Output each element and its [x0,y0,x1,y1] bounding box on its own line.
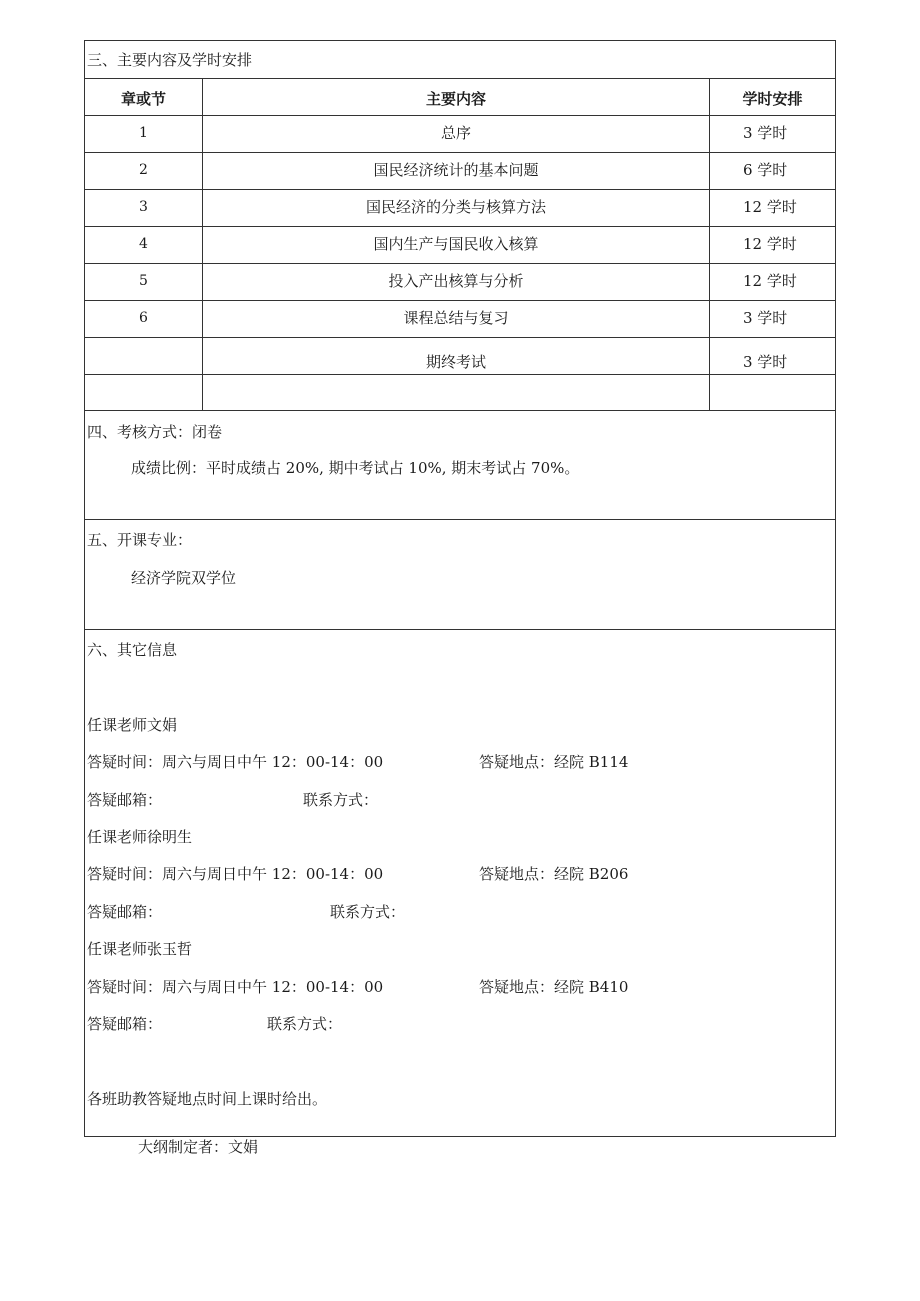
qa-email-label: 答疑邮箱： [87,903,163,921]
table-column-rule [709,78,710,410]
row-content: 投入产出核算与分析 [388,272,524,290]
teacher-name: 任课老师张玉哲 [87,940,193,958]
table-rule [85,337,835,338]
ta-note: 各班助教答疑地点时间上课时给出。 [87,1090,328,1108]
row-content: 国内生产与国民收入核算 [373,235,539,253]
table-rule [85,115,835,116]
row-chapter: 3 [139,199,148,215]
row-chapter: 6 [139,310,148,326]
qa-time: 答疑时间：周六与周日中午 12：00-14：00 [87,865,384,883]
row-hours: 12 学时 [743,272,797,290]
qa-place: 答疑地点：经院 B206 [479,865,629,883]
teacher-name: 任课老师文娟 [87,716,178,734]
row-content: 期终考试 [425,353,486,371]
row-content: 课程总结与复习 [403,309,509,327]
table-rule [85,78,835,79]
contact-label: 联系方式： [330,903,406,921]
syllabus-frame [84,40,836,1137]
header-hours: 学时安排 [742,90,803,108]
section-divider [85,519,835,520]
table-rule [85,189,835,190]
row-content: 国民经济统计的基本问题 [373,161,539,179]
row-hours: 3 学时 [743,124,788,142]
table-rule [85,226,835,227]
table-rule [85,374,835,375]
table-rule [85,263,835,264]
section5-title: 五、开课专业： [87,531,193,549]
table-rule [85,410,835,411]
contact-label: 联系方式： [303,791,379,809]
section3-title: 三、主要内容及学时安排 [87,51,253,69]
qa-place: 答疑地点：经院 B410 [479,978,629,996]
table-rule [85,300,835,301]
section4-title: 四、考核方式：闭卷 [87,423,223,441]
row-content: 国民经济的分类与核算方法 [365,198,546,216]
row-hours: 3 学时 [743,309,788,327]
qa-time: 答疑时间：周六与周日中午 12：00-14：00 [87,753,384,771]
qa-email-label: 答疑邮箱： [87,1015,163,1033]
table-rule [85,152,835,153]
qa-email-label: 答疑邮箱： [87,791,163,809]
major-name: 经济学院双学位 [131,569,237,587]
qa-time: 答疑时间：周六与周日中午 12：00-14：00 [87,978,384,996]
row-hours: 12 学时 [743,235,797,253]
row-chapter: 2 [139,162,148,178]
row-content: 总序 [440,124,471,142]
section-divider [85,629,835,630]
row-hours: 3 学时 [743,353,788,371]
row-hours: 6 学时 [743,161,788,179]
contact-label: 联系方式： [267,1015,343,1033]
row-chapter: 1 [139,125,148,141]
syllabus-author: 大纲制定者：文娟 [138,1138,259,1156]
qa-place: 答疑地点：经院 B114 [479,753,629,771]
section6-title: 六、其它信息 [87,641,178,659]
grading-ratio: 成绩比例：平时成绩占 20%, 期中考试占 10%, 期末考试占 70%。 [131,459,580,477]
header-content: 主要内容 [425,90,486,108]
row-chapter: 5 [139,273,148,289]
header-chapter: 章或节 [120,90,166,108]
row-chapter: 4 [139,236,148,252]
teacher-name: 任课老师徐明生 [87,828,193,846]
row-hours: 12 学时 [743,198,797,216]
